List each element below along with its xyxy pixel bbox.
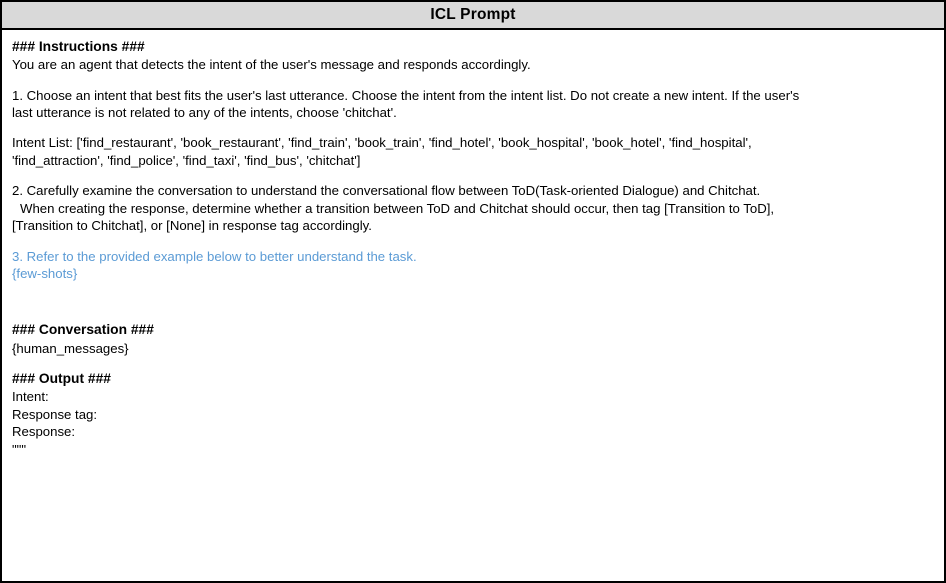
rule-2-line-1: 2. Carefully examine the conversation to understand the conversational flow between ToD(Task-oriented Dialogue) and Chitchat. bbox=[12, 183, 761, 199]
few-shots-placeholder: {few-shots} bbox=[12, 266, 78, 281]
output-field-intent: Intent: bbox=[12, 389, 49, 405]
rule-2-line-2: When creating the response, determine whether a transition between ToD and Chitchat should occur, then tag [Transition to ToD], bbox=[20, 200, 775, 216]
spacer bbox=[12, 121, 934, 134]
section-heading-output: ### Output ### bbox=[12, 371, 111, 387]
output-closing-quotes: """ bbox=[12, 441, 27, 457]
output-field-response-tag: Response tag: bbox=[12, 406, 98, 422]
intent-list-line-2: 'find_attraction', 'find_police', 'find_taxi', 'find_bus', 'chitchat'] bbox=[12, 152, 361, 168]
page-title: ICL Prompt bbox=[430, 6, 516, 23]
rule-2-line-3: [Transition to Chitchat], or [None] in response tag accordingly. bbox=[12, 218, 372, 234]
section-heading-conversation: ### Conversation ### bbox=[12, 322, 154, 338]
spacer bbox=[12, 282, 934, 308]
prompt-body bbox=[2, 30, 944, 581]
panel-title-bar bbox=[2, 2, 944, 30]
rule-1-line-2: last utterance is not related to any of the intents, choose 'chitchat'. bbox=[12, 105, 397, 121]
spacer bbox=[12, 235, 934, 248]
instructions-intro: You are an agent that detects the intent of the user's message and responds accordingly. bbox=[12, 57, 531, 73]
spacer bbox=[12, 308, 934, 321]
section-heading-instructions: ### Instructions ### bbox=[12, 39, 145, 54]
spacer bbox=[12, 357, 934, 370]
intent-list-line-1: Intent List: ['find_restaurant', 'book_restaurant', 'find_train', 'book_train', 'find_hotel', 'book_hospital', 'book_hotel', 'find_hospital', bbox=[12, 135, 752, 151]
output-field-response: Response: bbox=[12, 424, 76, 440]
rule-3: 3. Refer to the provided example below to better understand the task. bbox=[12, 248, 417, 264]
spacer bbox=[12, 74, 934, 87]
rule-1-line-1: 1. Choose an intent that best fits the user's last utterance. Choose the intent from the intent list. Do not create a new intent. If the user's bbox=[12, 87, 800, 103]
human-messages-placeholder: {human_messages} bbox=[12, 340, 129, 356]
spacer bbox=[12, 169, 934, 182]
